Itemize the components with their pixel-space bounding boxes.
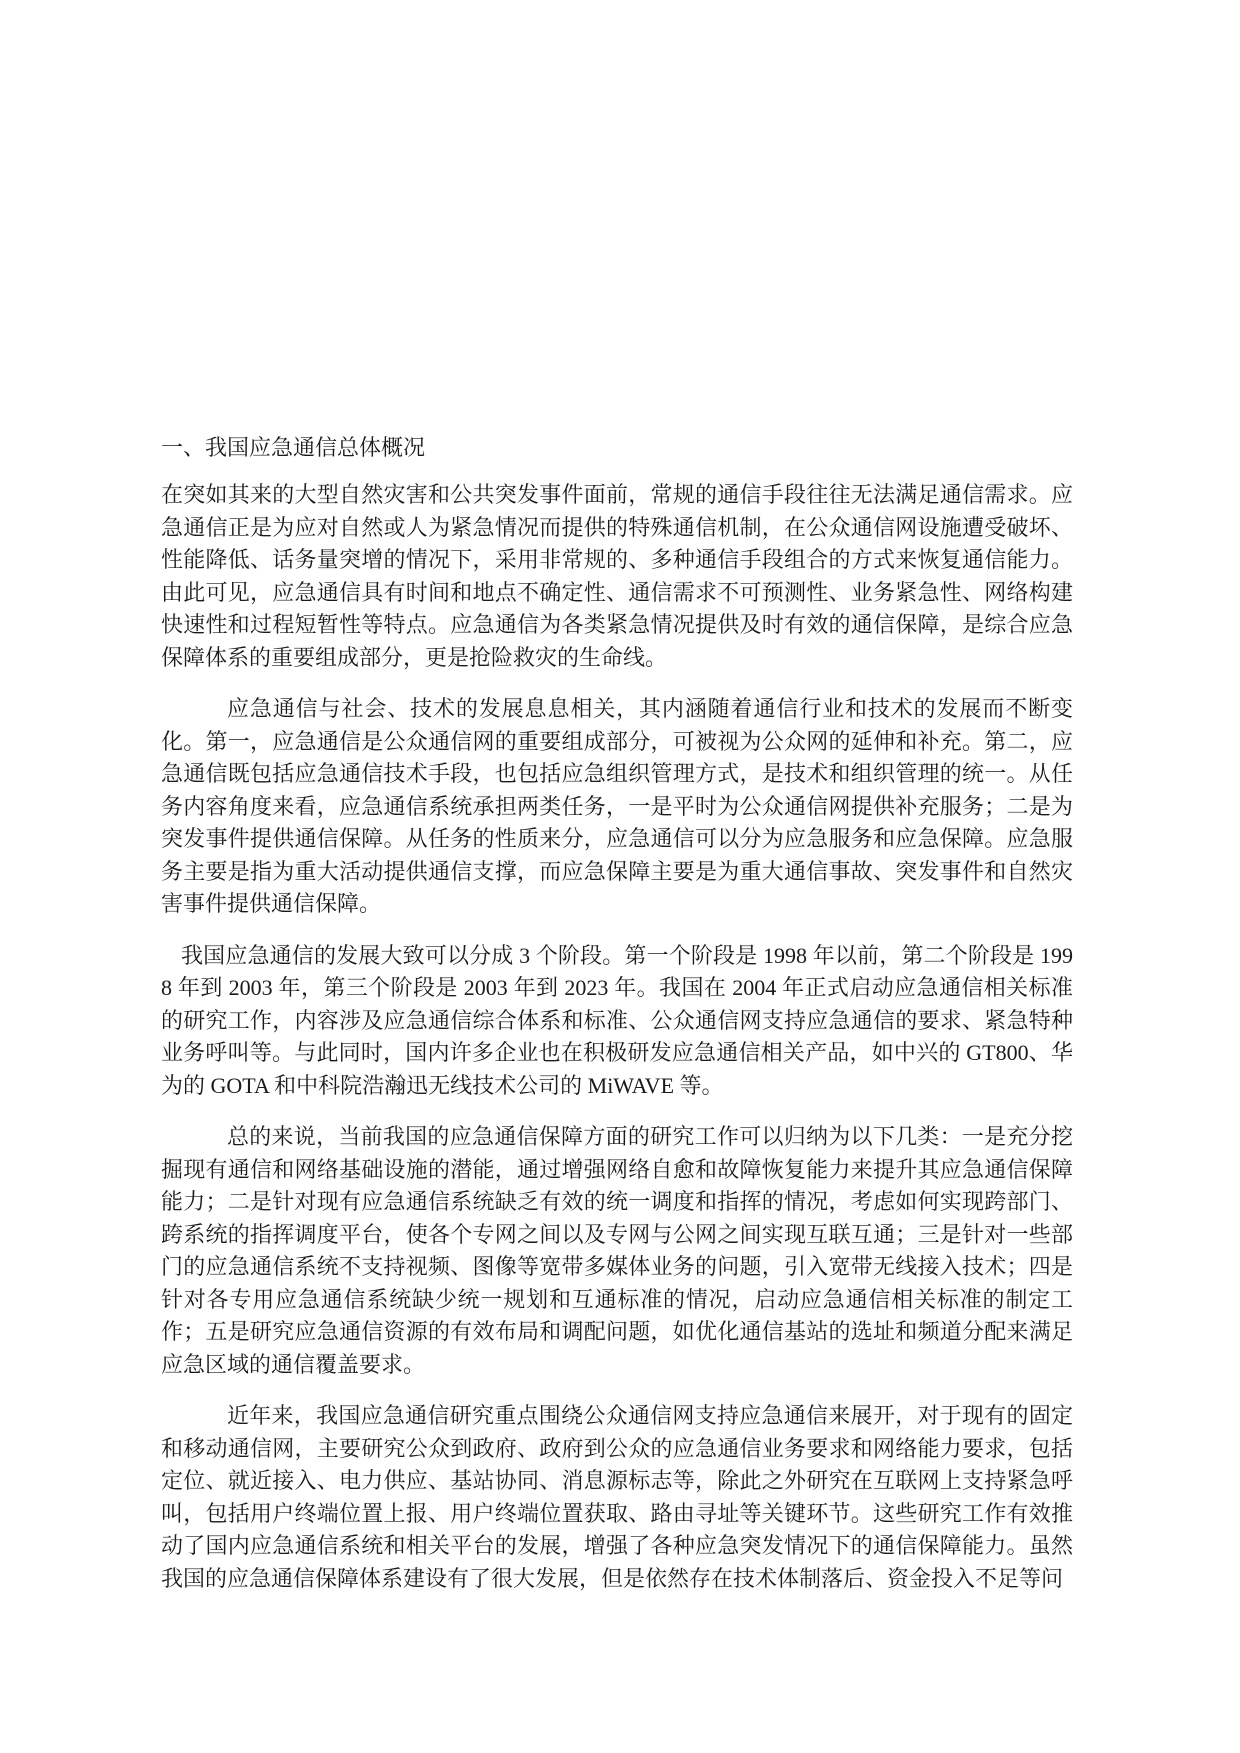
section-heading: 一、我国应急通信总体概况 xyxy=(161,435,426,460)
paragraph-recent-research: 近年来，我国应急通信研究重点围绕公众通信网支持应急通信来展开，对于现有的固定和移动通信网，主要研究公众到政府、政府到公众的应急通信业务要求和网络能力要求，包括定位、就近接入、电力供应、基站协同、消息源标志等，除此之外研究在互联网上支持紧急呼叫，包括用户终端位置上报、用户终端位置获取、路由寻址等关键环节。这些研究工作有效推动了国内应急通信系统和相关平台的发展，增强了各种应急突发情况下的通信保障能力。虽然我国的应急通信保障体系建设有了很大发展，但是依然存在技术体制落后、资金投入不足等问 xyxy=(161,1403,1073,1591)
paragraph-relation-to-society: 应急通信与社会、技术的发展息息相关，其内涵随着通信行业和技术的发展而不断变化。第一，应急通信是公众通信网的重要组成部分，可被视为公众网的延伸和补充。第二，应急通信既包括应急通信技术手段，也包括应急组织管理方式，是技术和组织管理的统一。从任务内容角度来看，应急通信系统承担两类任务，一是平时为公众通信网提供补充服务；二是为突发事件提供通信保障。从任务的性质来分，应急通信可以分为应急服务和应急保障。应急服务主要是指为重大活动提供通信支撑，而应急保障主要是为重大通信事故、突发事件和自然灾害事件提供通信保障。 xyxy=(161,696,1073,916)
document-content xyxy=(161,432,1073,1614)
paragraph-overview: 在突如其来的大型自然灾害和公共突发事件面前，常规的通信手段往往无法满足通信需求。应急通信正是为应对自然或人为紧急情况而提供的特殊通信机制，在公众通信网设施遭受破坏、性能降低、话务量突增的情况下，采用非常规的、多种通信手段组合的方式来恢复通信能力。由此可见，应急通信具有时间和地点不确定性、通信需求不可预测性、业务紧急性、网络构建快速性和过程短暂性等特点。应急通信为各类紧急情况提供及时有效的通信保障，是综合应急保障体系的重要组成部分，更是抢险救灾的生命线。 xyxy=(161,482,1073,670)
paragraph-development-stages: 我国应急通信的发展大致可以分成 3 个阶段。第一个阶段是 1998 年以前，第二个阶段是 1998 年到 2003 年，第三个阶段是 2003 年到 2023 年。我国在 2004 年正式启动应急通信相关标准的研究工作，内容涉及应急通信综合体系和标准、公众通信网支持应急通信的要求、紧急特种业务呼叫等。与此同时，国内许多企业也在积极研发应急通信相关产品，如中兴的 GT800、华为的 GOTA 和中科院浩瀚迅无线技术公司的 MiWAVE 等。 xyxy=(161,942,1073,1098)
paragraph-research-categories: 总的来说，当前我国的应急通信保障方面的研究工作可以归纳为以下几类：一是充分挖掘现有通信和网络基础设施的潜能，通过增强网络自愈和故障恢复能力来提升其应急通信保障能力；二是针对现有应急通信系统缺乏有效的统一调度和指挥的情况，考虑如何实现跨部门、跨系统的指挥调度平台，使各个专网之间以及专网与公网之间实现互联互通；三是针对一些部门的应急通信系统不支持视频、图像等宽带多媒体业务的问题，引入宽带无线接入技术；四是针对各专用应急通信系统缺少统一规划和互通标准的情况，启动应急通信相关标准的制定工作；五是研究应急通信资源的有效布局和调配问题，如优化通信基站的选址和频道分配来满足应急区域的通信覆盖要求。 xyxy=(161,1124,1073,1377)
